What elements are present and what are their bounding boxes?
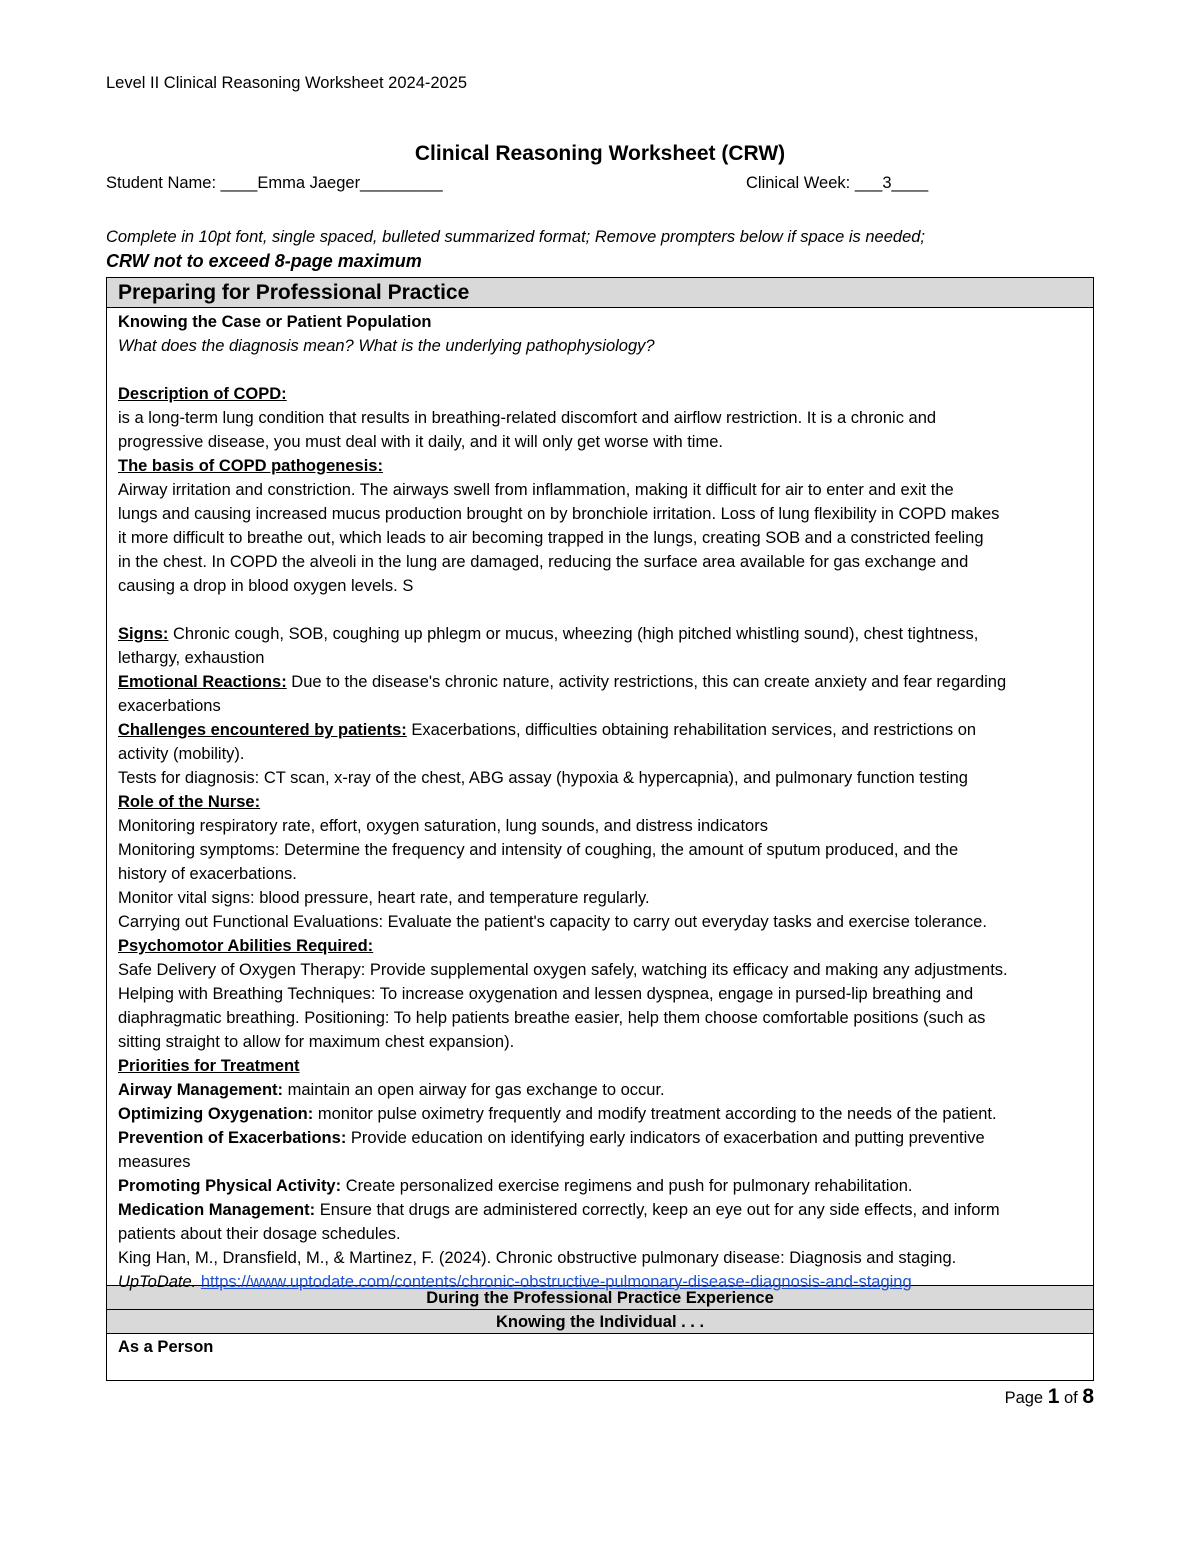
instructions: Complete in 10pt font, single spaced, bulleted summarized format; Remove prompters below if space is needed; bbox=[106, 228, 926, 246]
text-line: causing a drop in blood oxygen levels. S bbox=[118, 577, 414, 595]
page-limit-note: CRW not to exceed 8-page maximum bbox=[106, 251, 422, 271]
signs-label: Signs: bbox=[118, 625, 169, 643]
knowing-individual-row: Knowing the Individual . . . bbox=[107, 1310, 1093, 1334]
text-span: maintain an open airway for gas exchange to occur. bbox=[283, 1081, 665, 1099]
page-total: 8 bbox=[1082, 1385, 1094, 1408]
text-line: progressive disease, you must deal with it daily, and it will only get worse with time. bbox=[118, 433, 723, 451]
challenges-label: Challenges encountered by patients: bbox=[118, 721, 407, 739]
priority-label: Airway Management: bbox=[118, 1081, 284, 1099]
page-number bbox=[1005, 1385, 1094, 1409]
page-current: 1 bbox=[1047, 1385, 1060, 1408]
text-line: measures bbox=[118, 1153, 191, 1171]
priority-label: Medication Management: bbox=[118, 1201, 316, 1219]
text-line: it more difficult to breathe out, which leads to air becoming trapped in the lungs, creating SOB and a constricted feeling bbox=[118, 529, 984, 547]
text-line: sitting straight to allow for maximum chest expansion). bbox=[118, 1033, 515, 1051]
page-of: of bbox=[1059, 1389, 1083, 1407]
running-header: Level II Clinical Reasoning Worksheet 2024-2025 bbox=[106, 74, 468, 92]
reference-link[interactable]: https://www.uptodate.com/contents/chronic-obstructive-pulmonary-disease-diagnosis-and-staging bbox=[200, 1273, 912, 1291]
text-line: exacerbations bbox=[118, 697, 221, 715]
text-line: Helping with Breathing Techniques: To increase oxygenation and lessen dyspnea, engage in pursed-lip breathing and bbox=[118, 985, 974, 1003]
patho-label: The basis of COPD pathogenesis: bbox=[118, 457, 383, 475]
during-practice-row: During the Professional Practice Experience bbox=[107, 1286, 1093, 1310]
priorities-label: Priorities for Treatment bbox=[118, 1057, 300, 1075]
priority-label: Prevention of Exacerbations: bbox=[118, 1129, 347, 1147]
text-line: Monitoring respiratory rate, effort, oxygen saturation, lung sounds, and distress indicators bbox=[118, 817, 768, 835]
text-line: lethargy, exhaustion bbox=[118, 649, 265, 667]
reference-line: King Han, M., Dransfield, M., & Martinez, F. (2024). Chronic obstructive pulmonary disease: Diagnosis and staging. bbox=[118, 1249, 957, 1267]
text-span: Chronic cough, SOB, coughing up phlegm or mucus, wheezing (high pitched whistling sound), chest tightness, bbox=[168, 625, 979, 643]
clinical-week: Clinical Week: ___3____ bbox=[746, 174, 929, 192]
text-line: Safe Delivery of Oxygen Therapy: Provide supplemental oxygen safely, watching its efficacy and making any adjustments. bbox=[118, 961, 1008, 979]
text-line: patients about their dosage schedules. bbox=[118, 1225, 401, 1243]
student-name: Student Name: ____Emma Jaeger_________ bbox=[106, 174, 443, 192]
page-prefix: Page bbox=[1004, 1389, 1048, 1407]
desc-label: Description of COPD: bbox=[118, 385, 287, 403]
worksheet-table bbox=[106, 277, 1094, 1381]
section-body bbox=[107, 308, 1093, 1291]
text-span: monitor pulse oximetry frequently and modify treatment according to the needs of the patient. bbox=[313, 1105, 997, 1123]
text-line: activity (mobility). bbox=[118, 745, 245, 763]
priority-label: Promoting Physical Activity: bbox=[118, 1177, 342, 1195]
text-line: Carrying out Functional Evaluations: Evaluate the patient's capacity to carry out everyday tasks and exercise tolerance. bbox=[118, 913, 987, 931]
text-span: Provide education on identifying early indicators of exacerbation and putting preventive bbox=[346, 1129, 985, 1147]
psychomotor-label: Psychomotor Abilities Required: bbox=[118, 937, 374, 955]
section-heading: Preparing for Professional Practice bbox=[107, 278, 1093, 308]
text-span: Create personalized exercise regimens and push for pulmonary rehabilitation. bbox=[341, 1177, 913, 1195]
reference-source: UpToDate. bbox=[118, 1273, 197, 1291]
as-a-person-row: As a Person bbox=[118, 1338, 214, 1356]
text-line: in the chest. In COPD the alveoli in the lung are damaged, reducing the surface area available for gas exchange and bbox=[118, 553, 969, 571]
prompt: What does the diagnosis mean? What is the underlying pathophysiology? bbox=[118, 337, 655, 355]
text-line: Monitor vital signs: blood pressure, heart rate, and temperature regularly. bbox=[118, 889, 650, 907]
text-span: Exacerbations, difficulties obtaining rehabilitation services, and restrictions on bbox=[406, 721, 977, 739]
role-label: Role of the Nurse: bbox=[118, 793, 261, 811]
text-line: lungs and causing increased mucus production brought on by bronchiole irritation. Loss of lung flexibility in COPD makes bbox=[118, 505, 1000, 523]
emotional-label: Emotional Reactions: bbox=[118, 673, 287, 691]
text-line: Monitoring symptoms: Determine the frequency and intensity of coughing, the amount of sputum produced, and the bbox=[118, 841, 959, 859]
text-span: Due to the disease's chronic nature, activity restrictions, this can create anxiety and fear regarding bbox=[286, 673, 1007, 691]
text-line: diaphragmatic breathing. Positioning: To help patients breathe easier, help them choose comfortable positions (such as bbox=[118, 1009, 986, 1027]
text-line: Airway irritation and constriction. The airways swell from inflammation, making it difficult for air to enter and exit the bbox=[118, 481, 954, 499]
text-line: is a long-term lung condition that results in breathing-related discomfort and airflow restriction. It is a chronic and bbox=[118, 409, 937, 427]
text-line: history of exacerbations. bbox=[118, 865, 297, 883]
document-title: Clinical Reasoning Worksheet (CRW) bbox=[414, 142, 786, 165]
text-line: Tests for diagnosis: CT scan, x-ray of the chest, ABG assay (hypoxia & hypercapnia), and pulmonary function testing bbox=[118, 769, 968, 787]
text-span: Ensure that drugs are administered correctly, keep an eye out for any side effects, and inform bbox=[315, 1201, 1000, 1219]
subheading: Knowing the Case or Patient Population bbox=[118, 313, 432, 331]
priority-label: Optimizing Oxygenation: bbox=[118, 1105, 314, 1123]
